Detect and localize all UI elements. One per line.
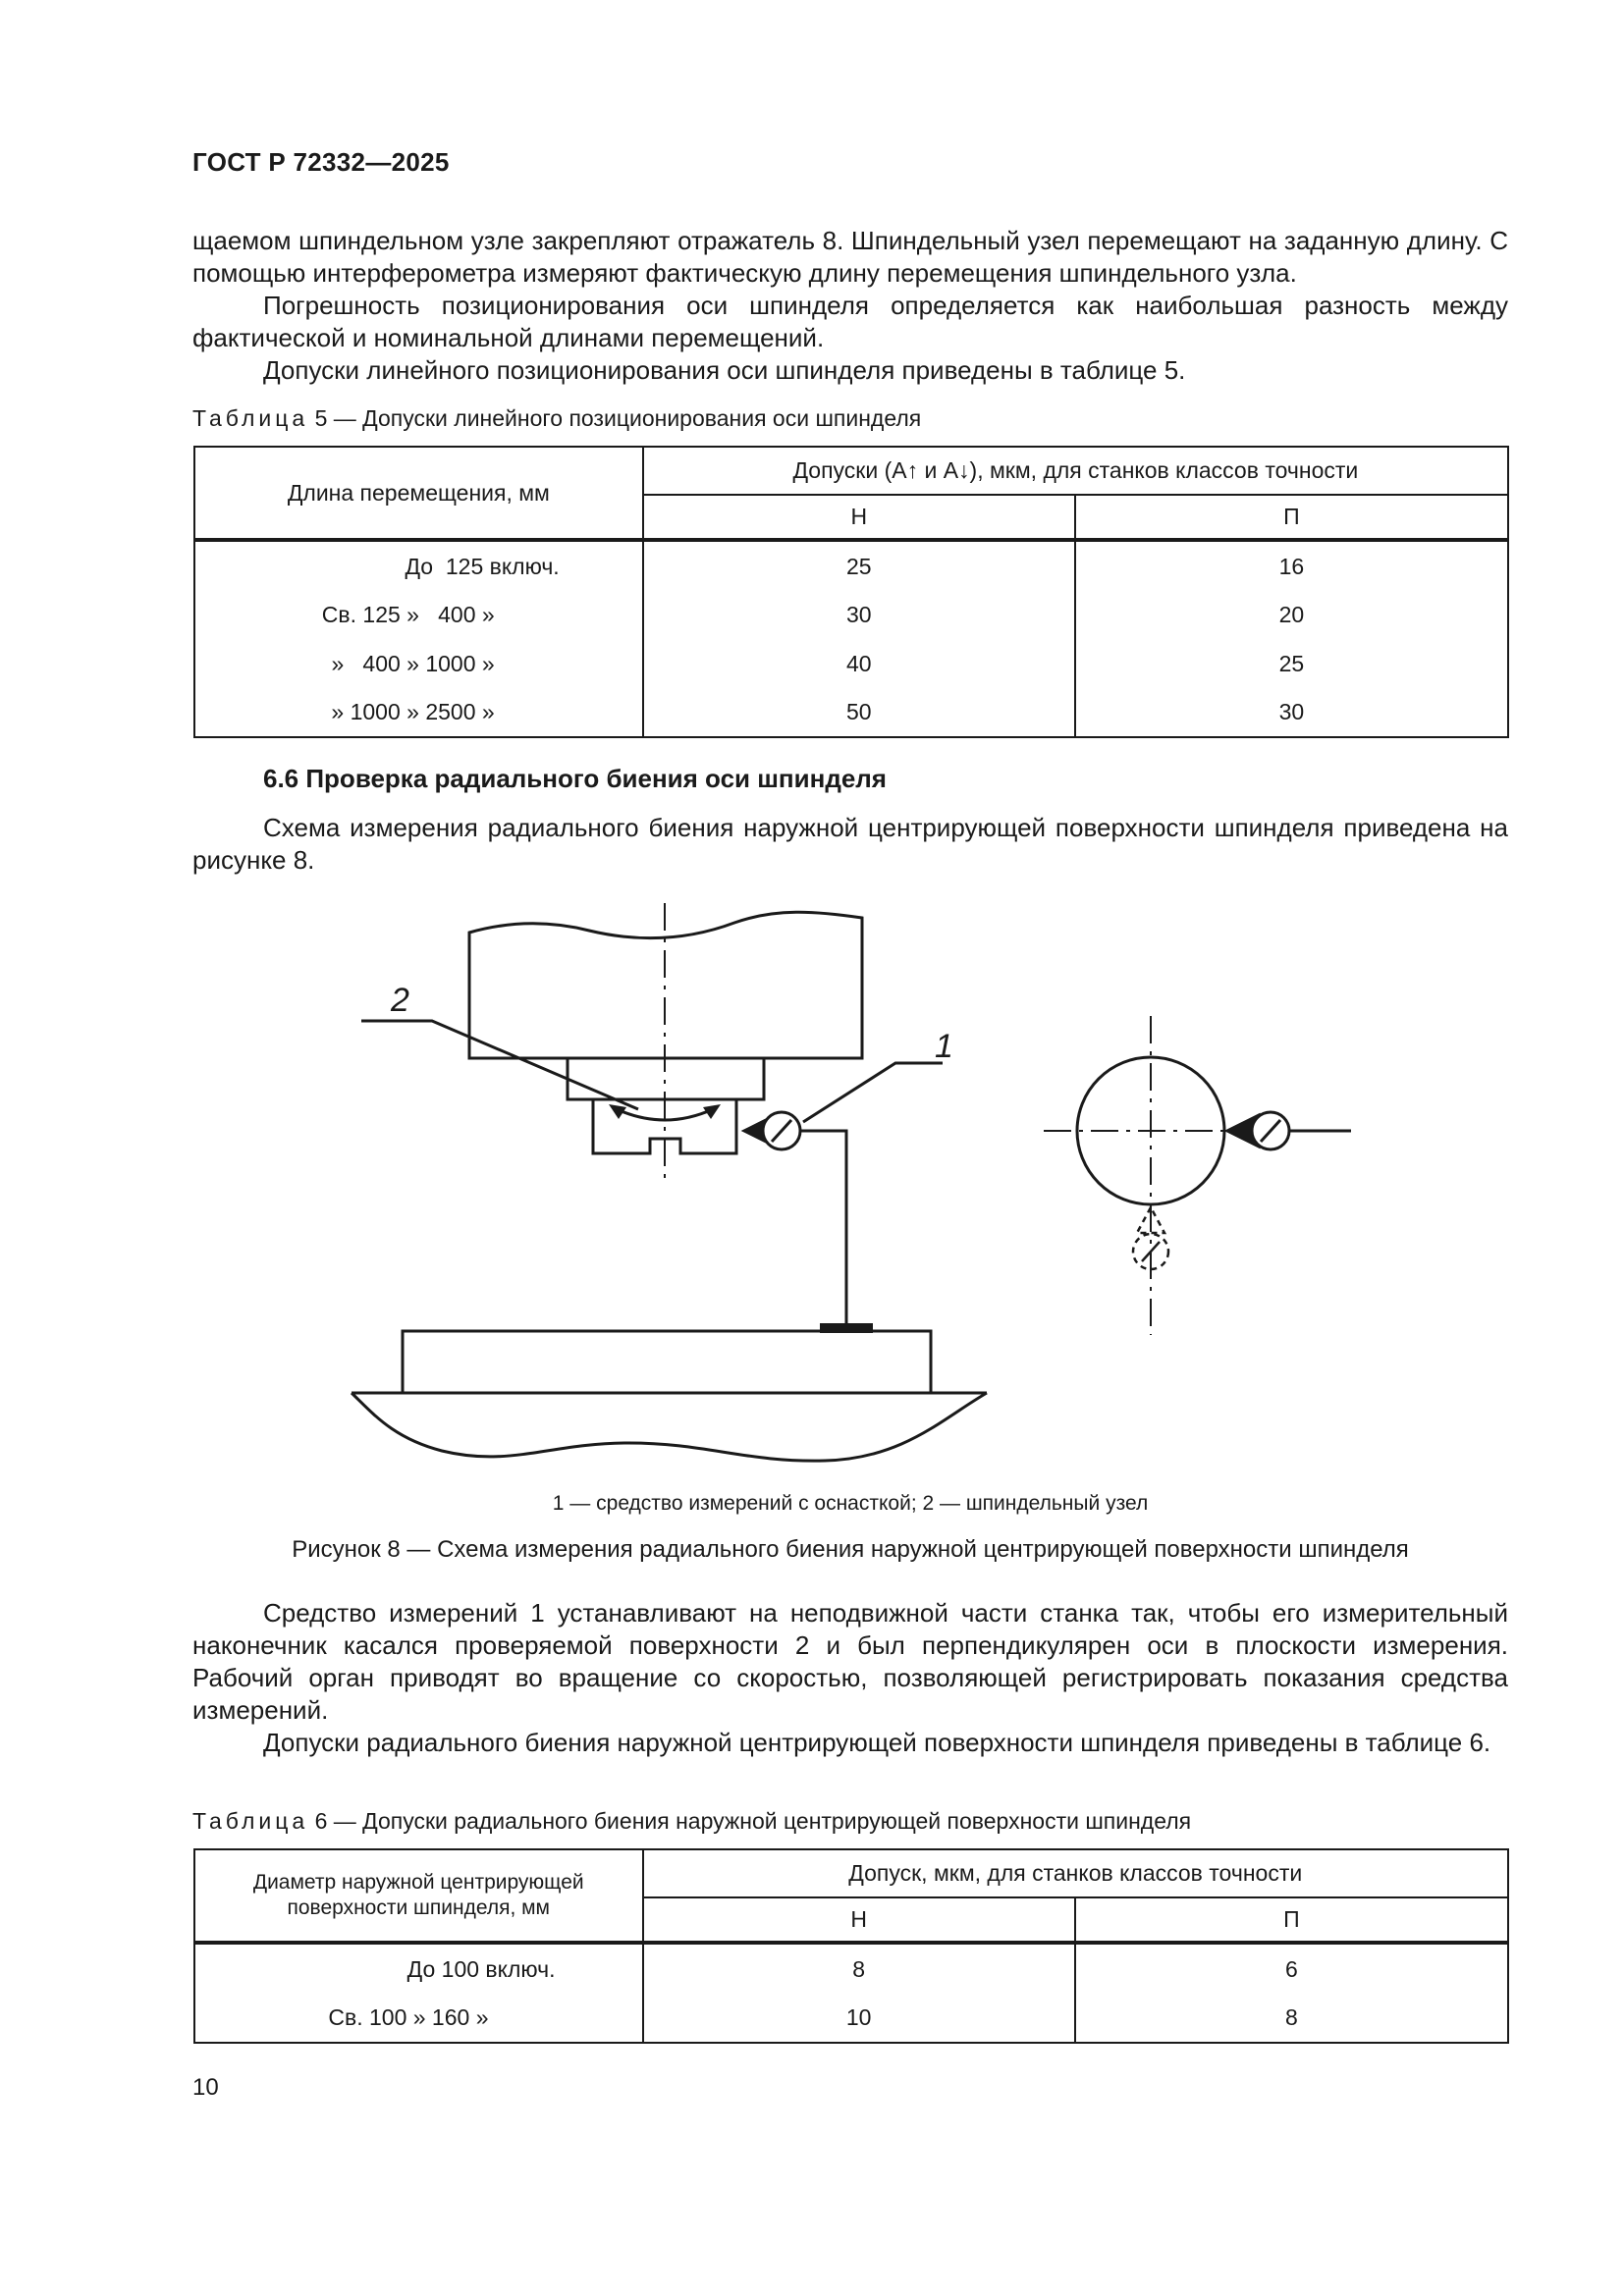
table5-class-p: П <box>1075 495 1508 540</box>
table5-length: До 125 включ. <box>194 540 643 591</box>
table6-h-value: 8 <box>643 1943 1075 1994</box>
table-row <box>194 1943 1508 1994</box>
dial-indicator-left <box>744 1112 800 1149</box>
table5-length: » 1000 » 2500 » <box>194 688 643 737</box>
document-code: ГОСТ Р 72332—2025 <box>192 147 450 177</box>
table5-p-value: 25 <box>1075 639 1508 688</box>
after-paragraph-1: Средство измерений 1 устанавливают на неподвижной части станка так, чтобы его измерительный наконечник касался проверяемой поверхности 2 и был перпендикулярен оси в плоскости измерения. Рабочий орган приводят во вращение со скоростью, позволяющей регистрировать показания средства измерений. <box>192 1598 1508 1725</box>
table6-caption-text: 6 — Допуски радиального биения наружной центрирующей поверхности шпинделя <box>314 1808 1192 1834</box>
intro-paragraph-3: Допуски линейного позиционирования оси шпинделя приведены в таблице 5. <box>263 355 1186 385</box>
table5-h-value: 30 <box>643 591 1075 639</box>
leader-line-2 <box>361 1021 638 1109</box>
after-paragraph-2: Допуски радиального биения наружной центрирующей поверхности шпинделя приведены в таблице 6. <box>263 1728 1491 1757</box>
after-text <box>192 1597 1508 1759</box>
indicator-stand <box>793 1131 846 1327</box>
table5-h-value: 25 <box>643 540 1075 591</box>
table-6 <box>193 1848 1509 2044</box>
table5-p-value: 16 <box>1075 540 1508 591</box>
table6-class-p: П <box>1075 1897 1508 1943</box>
section-paragraph-1: Схема измерения радиального биения наружной центрирующей поверхности шпинделя приведена на рисунке 8. <box>192 813 1508 875</box>
table5-group-header: Допуски (A↑ и A↓), мкм, для станков классов точности <box>643 447 1508 495</box>
table6-p-value: 8 <box>1075 1994 1508 2043</box>
table5-caption-text: 5 — Допуски линейного позиционирования оси шпинделя <box>314 405 922 431</box>
table5-h-value: 50 <box>643 688 1075 737</box>
table5-length: » 400 » 1000 » <box>194 639 643 688</box>
machine-bed <box>352 1393 987 1461</box>
indicator-base <box>820 1323 873 1333</box>
figure-label-1: 1 <box>935 1028 953 1065</box>
table-row <box>194 1994 1508 2043</box>
table6-diameter: До 100 включ. <box>194 1943 643 1994</box>
dial-indicator-right <box>1227 1112 1289 1149</box>
table5-p-value: 20 <box>1075 591 1508 639</box>
table6-caption <box>192 1808 1191 1835</box>
leader-line-1 <box>803 1063 943 1122</box>
table6-group-header: Допуск, мкм, для станков классов точности <box>643 1849 1509 1897</box>
table5-caption-word: Таблица <box>192 405 309 431</box>
table5-h-value: 40 <box>643 639 1075 688</box>
table6-h-value: 10 <box>643 1994 1075 2043</box>
section-heading: 6.6 Проверка радиального биения оси шпинделя <box>263 764 887 793</box>
table6-p-value: 6 <box>1075 1943 1508 1994</box>
table6-caption-word: Таблица <box>192 1808 309 1834</box>
figure-label-2: 2 <box>391 982 409 1019</box>
table5-class-h: Н <box>643 495 1075 540</box>
table5-length: Св. 125 » 400 » <box>194 591 643 639</box>
table6-class-h: Н <box>643 1897 1075 1943</box>
figure-caption: Рисунок 8 — Схема измерения радиального биения наружной центрирующей поверхности шпинделя <box>292 1536 1409 1563</box>
intro-paragraph-1: щаемом шпиндельном узле закрепляют отражатель 8. Шпиндельный узел перемещают на заданную длину. С помощью интерферометра измеряют фактическую длину перемещения шпиндельного узла. <box>192 226 1508 288</box>
page-number: 10 <box>192 2074 219 2101</box>
machine-table <box>403 1331 931 1393</box>
table5-p-value: 30 <box>1075 688 1508 737</box>
intro-paragraph-2: Погрешность позиционирования оси шпинделя определяется как наибольшая разность между фактической и номинальной длинами перемещений. <box>192 291 1508 352</box>
figure-legend: 1 — средство измерений с оснасткой; 2 — шпиндельный узел <box>552 1492 1149 1515</box>
table6-diameter: Св. 100 » 160 » <box>194 1994 643 2043</box>
table6-col1-header: Диаметр наружной центрирующей поверхности шпинделя, мм <box>194 1849 643 1943</box>
table5-col1-header: Длина перемещения, мм <box>194 447 643 540</box>
